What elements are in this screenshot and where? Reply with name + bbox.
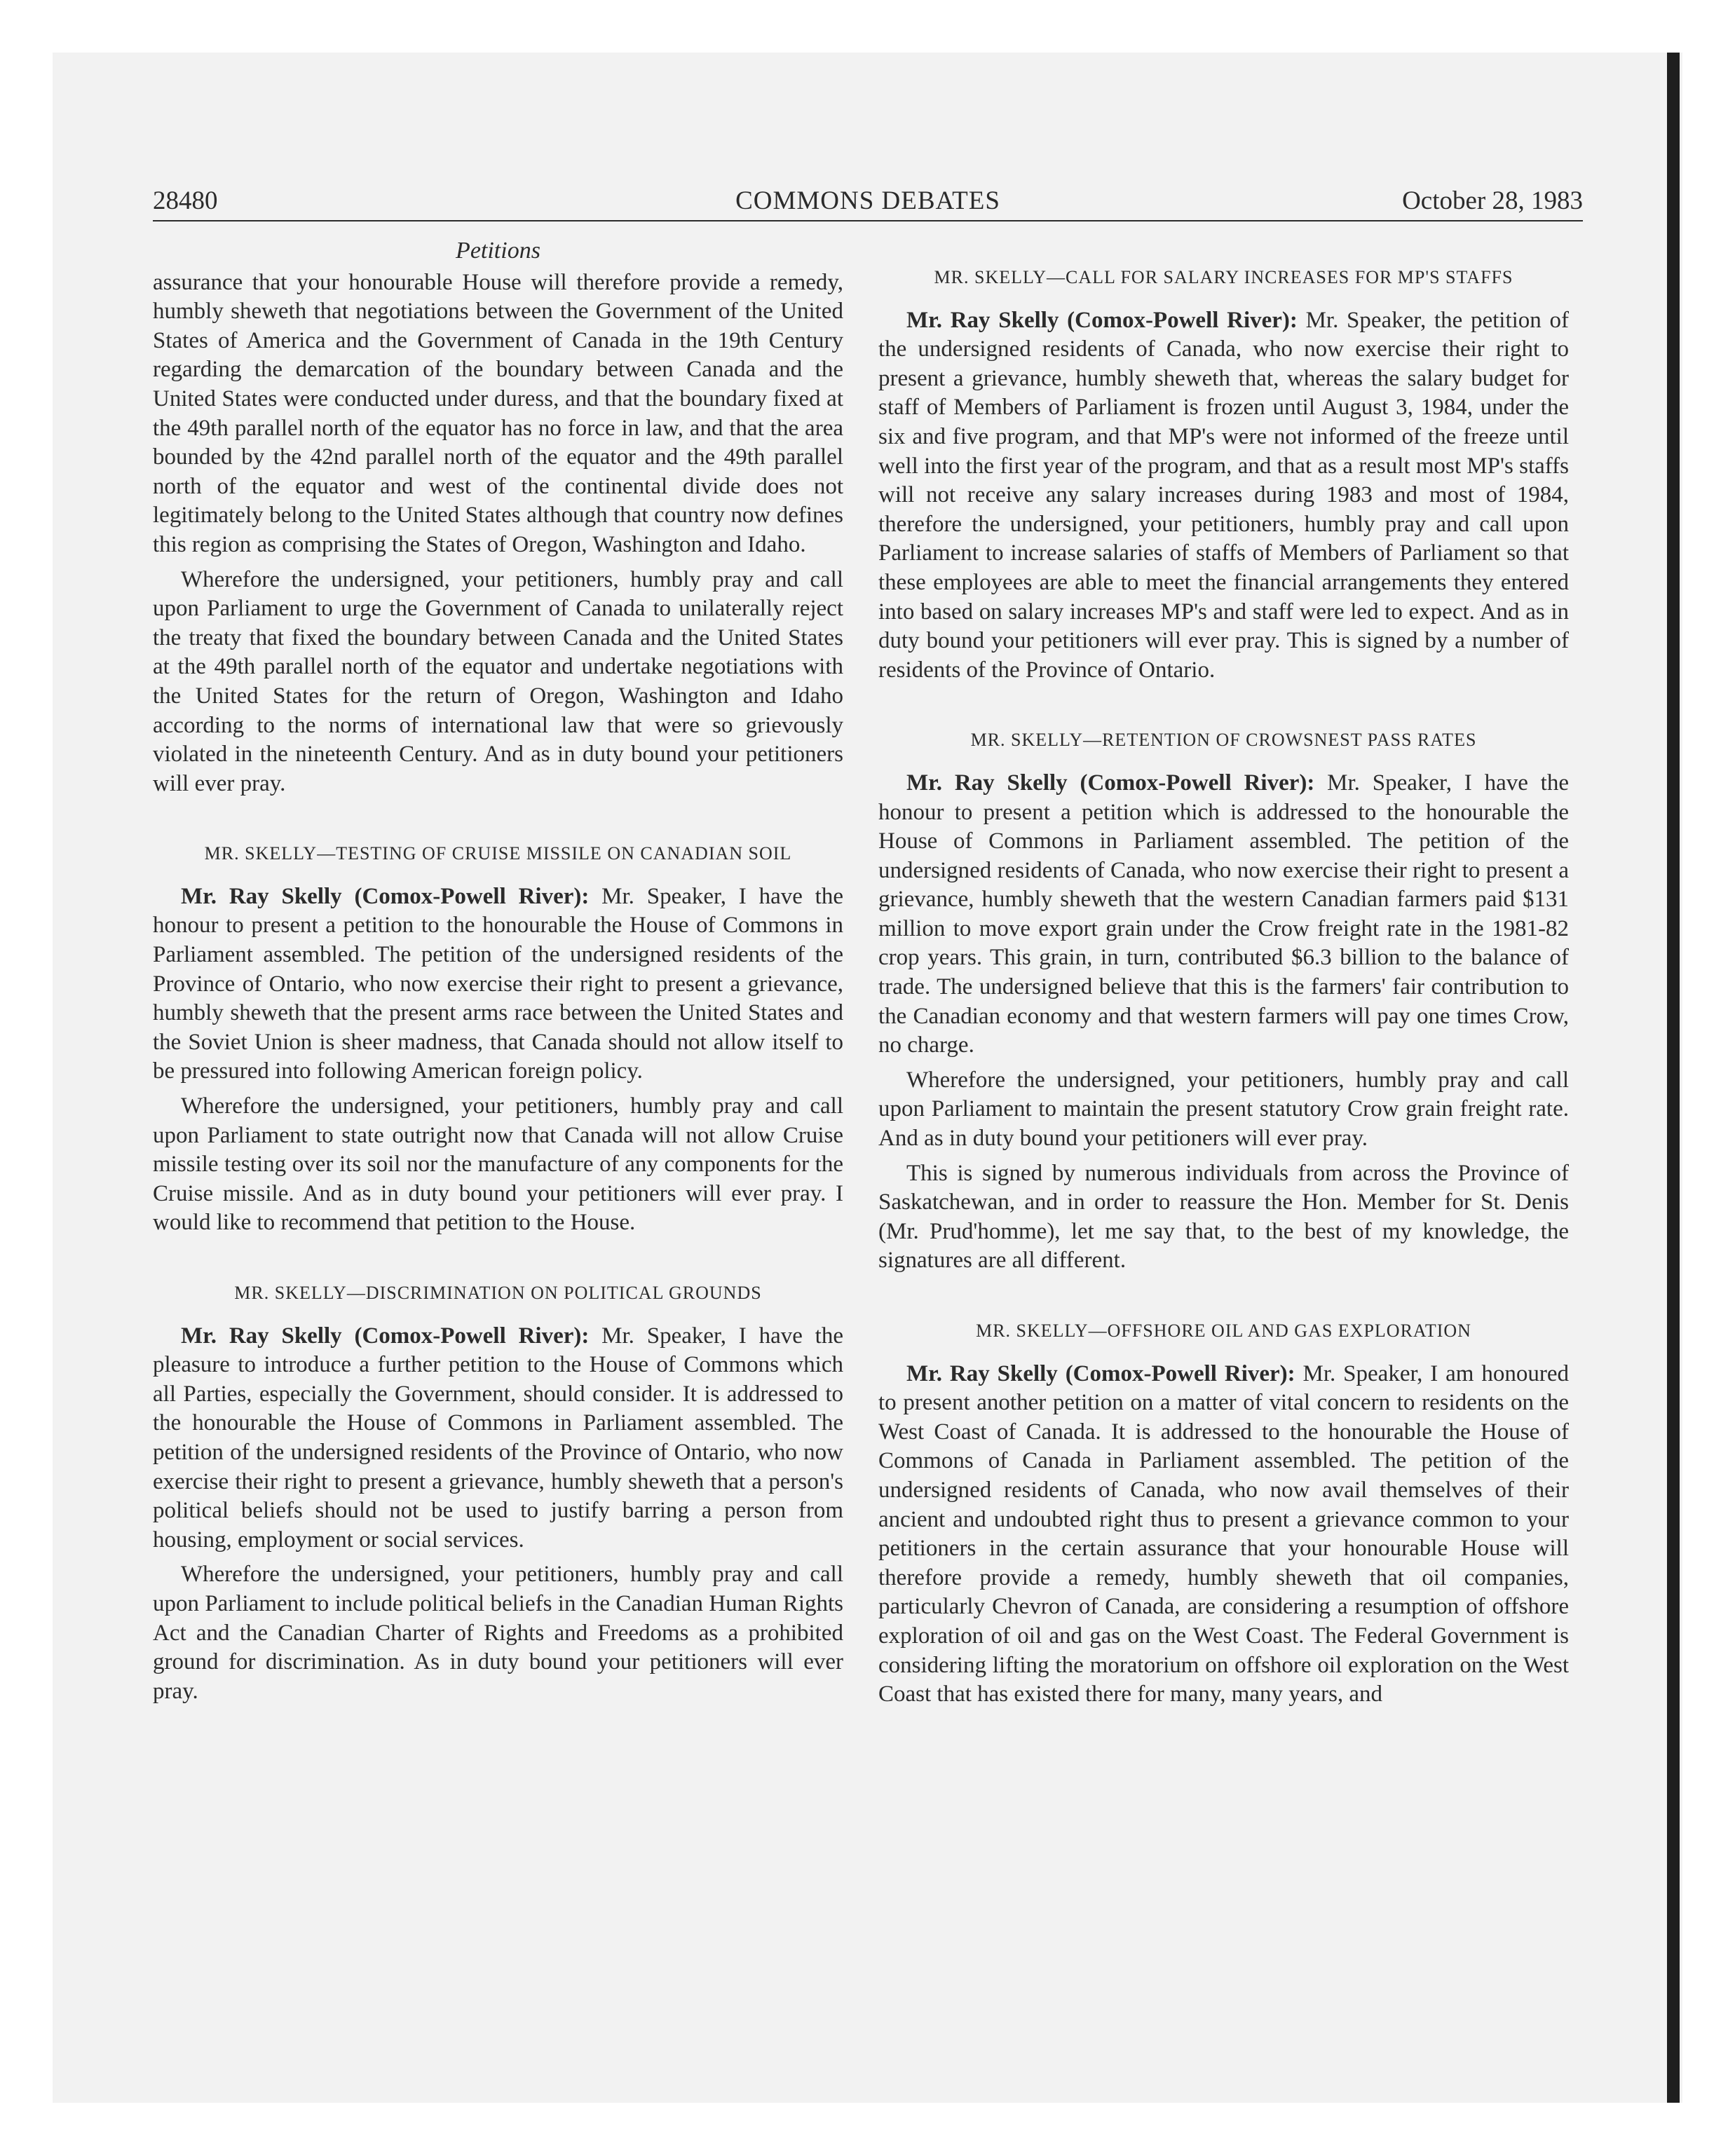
speech-paragraph [153,882,843,1086]
speech-text: Mr. Speaker, the petition of the undersigned residents of Canada, who now exercise their right to present a grievance, humbly sheweth that, whereas the salary budget for staff of Members of Parliament is frozen until August 3, 1984, under the six and five program, and that MP's were not informed of the freeze until well into the first year of the program, and that as a result most MP's staffs will not receive any salary increases during 1983 and most of 1984, therefore the undersigned, your petitioners, humbly pray and call upon Parliament to increase salaries of staffs of Members of Parliament so that these employees are able to meet the financial arrangements they entered into based on salary increases MP's and staff were led to expect. And as in duty bound your petitioners will ever pray. This is signed by a number of residents of the Province of Ontario. [878,307,1569,683]
paragraph: Wherefore the undersigned, your petitioners, humbly pray and call upon Parliament to maintain the present statutory Crow grain freight rate. And as in duty bound your petitioners will ever pray. [878,1067,1569,1152]
speech-text: Mr. Speaker, I am honoured to present another petition on a matter of vital concern to residents on the West Coast of Canada. It is addressed to the honourable the House of Commons of Canada in Parliament assembled. The petition of the undersigned residents of Canada, who now avail themselves of their ancient and undoubted right thus to present a grievance common to your petitioners in the certain assurance that your honourable House will therefore provide a remedy, humbly sheweth that oil companies, particularly Chevron of Canada, are considering a resumption of offshore exploration of oil and gas on the West Coast. The Federal Government is considering lifting the moratorium on offshore oil exploration on the West Coast that has existed there for many, many years, and [878,1360,1569,1707]
speech-paragraph [878,769,1569,1060]
page-date: October 28, 1983 [1402,186,1583,215]
page-number: 28480 [153,186,218,215]
speech-text: Mr. Speaker, I have the honour to present a petition which is addressed to the honourable the House of Commons in Parliament assembled. The petition of the undersigned residents of Canada, who now exercise their right to present a grievance, humbly sheweth that the western Canadian farmers paid $131 million to move export grain under the Crow freight rate in the 1981-82 crop years. This grain, in turn, contributed $6.3 billion to the balance of trade. The undersigned believe that this is the farmers' fair contribution to the Canadian economy and that western farmers will pay one times Crow, no charge. [878,770,1569,1058]
scan-edge-shadow [1667,53,1680,2103]
page-header [153,184,1583,221]
petition-heading: MR. SKELLY—TESTING OF CRUISE MISSILE ON CANADIAN SOIL [204,843,792,864]
speech-paragraph [878,306,1569,685]
speaker-name: Mr. Ray Skelly (Comox-Powell River): [181,883,590,909]
speech-text: Mr. Speaker, I have the honour to present a petition to the honourable the House of Commons in Parliament assembled. The petition of the undersigned residents of the Province of Ontario, who now exercise their right to present a grievance, humbly sheweth that the present arms race between the United States and the Soviet Union is sheer madness, that Canada should not allow itself to be pressured into following American foreign policy. [153,883,843,1084]
right-column [878,263,1569,1715]
paragraph: Wherefore the undersigned, your petitioners, humbly pray and call upon Parliament to include political beliefs in the Canadian Human Rights Act and the Canadian Charter of Rights and Freedoms as a prohibited ground for discrimination. As in duty bound your petitioners will ever pray. [153,1562,843,1704]
petition-heading: MR. SKELLY—RETENTION OF CROWSNEST PASS RATES [970,730,1477,751]
speech-paragraph [153,1322,843,1555]
speaker-name: Mr. Ray Skelly (Comox-Powell River): [906,307,1298,333]
petition-heading: MR. SKELLY—OFFSHORE OIL AND GAS EXPLORATION [976,1321,1471,1341]
petition-heading: MR. SKELLY—DISCRIMINATION ON POLITICAL GROUNDS [234,1283,762,1303]
section-label: Petitions [456,238,540,264]
speech-paragraph [878,1360,1569,1710]
continued-paragraph: assurance that your honourable House will therefore provide a remedy, humbly sheweth that negotiations between the Government of the United States of America and the Government of Canada in the 19th Century regarding the demarcation of the boundary between Canada and the United States were conducted under duress, and that the boundary fixed at the 49th parallel north of the equator has no force in law, and that the area bounded by the 42nd parallel north of the equator and the 49th parallel north of the equator and west of the continental divide does not legitimately belong to the United States although that country now defines this region as comprising the States of Oregon, Washington and Idaho. [153,269,843,557]
speech-text: Mr. Speaker, I have the pleasure to introduce a further petition to the House of Commons which all Parties, especially the Government, should consider. It is addressed to the honourable the House of Commons in Parliament assembled. The petition of the undersigned residents of the Province of Ontario, who now exercise their right to present a grievance, humbly sheweth that a person's political beliefs should not be used to justify barring a person from housing, employment or social services. [153,1323,843,1553]
speaker-name: Mr. Ray Skelly (Comox-Powell River): [906,1360,1295,1386]
publication-title: COMMONS DEBATES [735,186,1000,215]
paragraph: This is signed by numerous individuals from across the Province of Saskatchewan, and in order to reassure the Hon. Member for St. Denis (Mr. Prud'homme), let me say that, to the best of my knowledge, the signatures are all different. [878,1160,1569,1274]
paragraph: Wherefore the undersigned, your petitioners, humbly pray and call upon Parliament to state outright now that Canada will not allow Cruise missile testing over its soil nor the manufacture of any components for the Cruise missile. And as in duty bound your petitioners will ever pray. I would like to recommend that petition to the House. [153,1093,843,1236]
left-column [153,231,843,1712]
speaker-name: Mr. Ray Skelly (Comox-Powell River): [906,770,1315,796]
speaker-name: Mr. Ray Skelly (Comox-Powell River): [181,1323,590,1349]
petition-heading: MR. SKELLY—CALL FOR SALARY INCREASES FOR MP'S STAFFS [934,267,1513,287]
paragraph: Wherefore the undersigned, your petitioners, humbly pray and call upon Parliament to urge the Government of Canada to unilaterally reject the treaty that fixed the boundary between Canada and the United States at the 49th parallel north of the equator and undertake negotiations with the United States for the return of Oregon, Washington and Idaho according to the norms of international law that were so grievously violated in the nineteenth Century. And as in duty bound your petitioners will ever pray. [153,566,843,796]
